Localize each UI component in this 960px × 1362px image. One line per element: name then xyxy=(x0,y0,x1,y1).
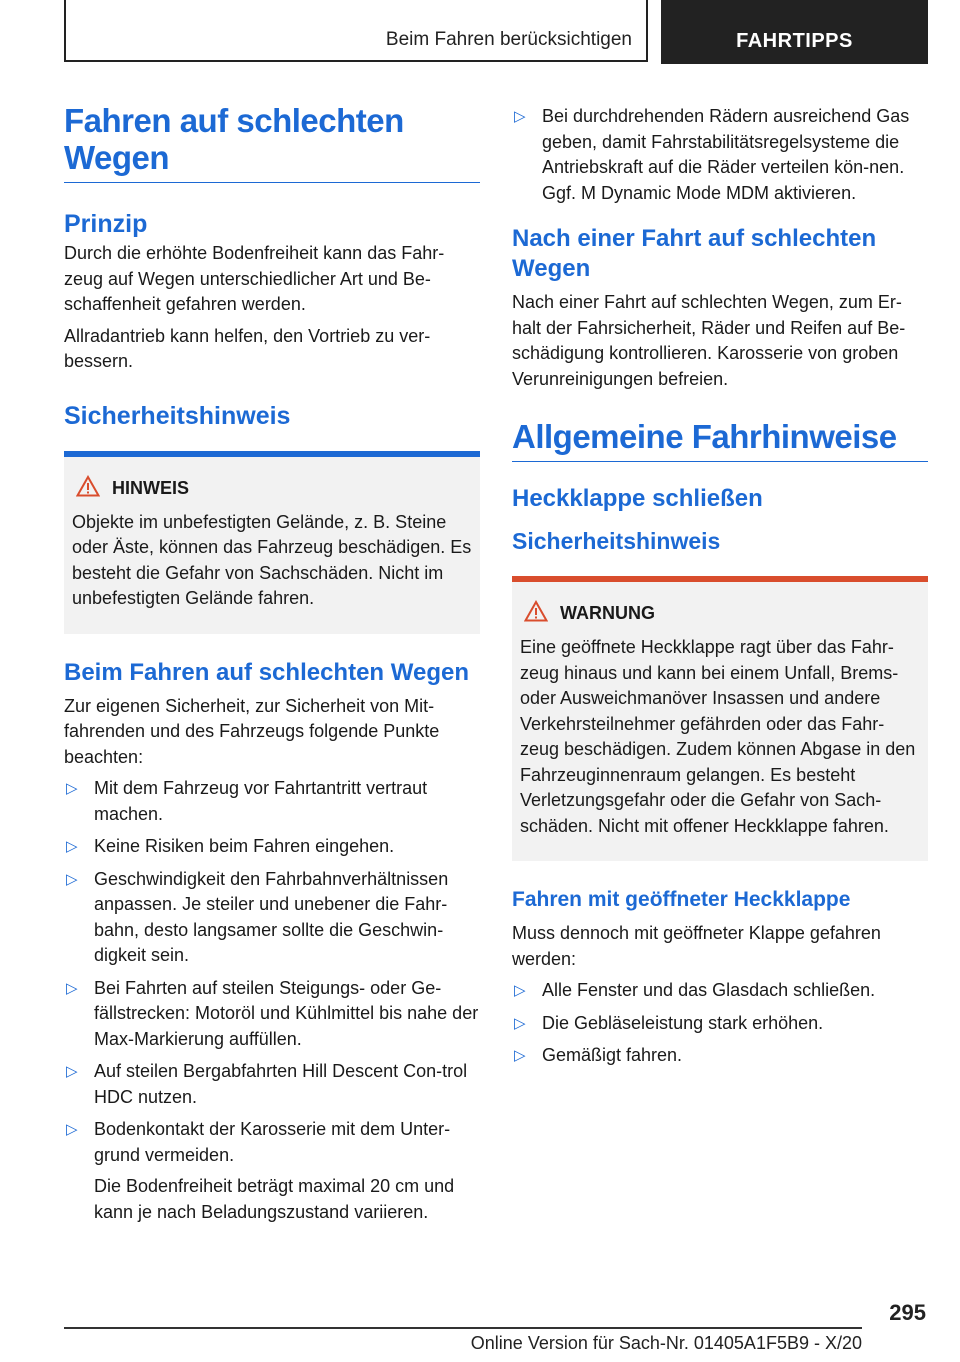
triangle-bullet-icon: ▷ xyxy=(66,979,78,997)
after-paragraph: Nach einer Fahrt auf schlechten Wegen, zum Er-halt der Fahrsicherheit, Räder und Reifen auf Be-schädigung kontrollieren. Karosserie von groben Verunreinigungen befreien. xyxy=(512,292,906,389)
list-item xyxy=(64,776,480,827)
warning-triangle-icon xyxy=(524,600,560,627)
footer-online-version: Online Version für Sach-Nr. 01405A1F5B9 - X/20 xyxy=(470,1333,862,1353)
warning-text: Eine geöffnete Heckklappe ragt über das Fahr-zeug hinaus und kann bei einem Unfall, Brems-oder Ausweichmanöver Insassen und andere Verkehrsteilnehmer gefährden oder das Fahr-zeug beschädigen. Zudem können Abgase in den Fahrzeuginnenraum gelangen. Es besteht Verletzungsgefahr oder die Gefahr von Sach-schäden. Nicht mit offener Heckklappe fahren. xyxy=(520,637,916,836)
list-item xyxy=(512,978,928,1004)
triangle-bullet-icon: ▷ xyxy=(66,1121,78,1138)
after-heading: Nach einer Fahrt auf schlechten Wegen xyxy=(512,225,877,282)
list-item-note: Die Bodenfreiheit beträgt maximal 20 cm und kann je nach Beladungszustand variieren. xyxy=(94,1176,455,1222)
warning-triangle-icon xyxy=(76,475,112,502)
list-item-text: Alle Fenster und das Glasdach schließen. xyxy=(542,980,876,1000)
principle-paragraph-2: Allradantrieb kann helfen, den Vortrieb zu ver-bessern. xyxy=(64,325,431,371)
list-item-text: Die Gebläseleistung stark erhöhen. xyxy=(542,1012,824,1033)
safety-heading-right: Sicherheitshinweis xyxy=(512,528,721,554)
list-item xyxy=(64,1059,480,1110)
top-list xyxy=(512,104,928,206)
list-item-text: Bei Fahrten auf steilen Steigungs- oder Ge-fällstrecken: Motoröl und Kühlmittel bis nahe der Max-Markierung auffüllen. xyxy=(94,977,479,1049)
chapter-tab: FAHRTIPPS xyxy=(661,0,928,64)
warning-box xyxy=(512,576,928,861)
list-item-text: Auf steilen Bergabfahrten Hill Descent Con-trol HDC nutzen. xyxy=(94,1061,468,1107)
section-heading: Allgemeine Fahrhinweise xyxy=(512,418,928,462)
page-number: 295 xyxy=(889,1300,926,1325)
list-item xyxy=(64,834,480,860)
principle-paragraph-1: Durch die erhöhte Bodenfreiheit kann das Fahr-zeug auf Wegen unterschiedlicher Art und Be-schaffenheit gefahren werden. xyxy=(64,243,445,314)
list-item xyxy=(512,1043,928,1069)
list-item-text: Bodenkontakt der Karosserie mit dem Unter-grund vermeiden. xyxy=(94,1119,451,1165)
triangle-bullet-icon: ▷ xyxy=(514,108,526,125)
triangle-bullet-icon: ▷ xyxy=(514,1014,526,1032)
list-item xyxy=(64,1117,480,1225)
triangle-bullet-icon: ▷ xyxy=(66,870,78,888)
notice-label: HINWEIS xyxy=(112,477,190,498)
list-item-text: Gemäßigt fahren. xyxy=(542,1045,683,1065)
list-item-text: Bei durchdrehenden Rädern ausreichend Gas geben, damit Fahrstabilitätsregelsysteme die Antriebskraft auf die Räder verteilen kön-nen. Ggf. M Dynamic Mode MDM aktivieren. xyxy=(542,106,910,203)
open-tailgate-list xyxy=(512,978,928,1069)
driving-list xyxy=(64,776,480,1225)
list-item-text: Keine Risiken beim Fahren eingehen. xyxy=(94,836,395,856)
list-item xyxy=(64,867,480,969)
footer-divider xyxy=(64,1327,862,1329)
warning-header xyxy=(520,600,920,627)
open-tailgate-heading: Fahren mit geöffneter Heckklappe xyxy=(512,888,851,911)
notice-box xyxy=(64,451,480,634)
list-item xyxy=(512,104,928,206)
principle-heading: Prinzip xyxy=(64,210,148,238)
list-item-text: Geschwindigkeit den Fahrbahnverhältnissen anpassen. Je steiler und unebener die Fahr-bahn, desto langsamer sollte die Geschwin-digkeit sein. xyxy=(94,868,449,965)
section-title: Beim Fahren berücksichtigen xyxy=(64,0,648,62)
warning-label: WARNUNG xyxy=(560,603,655,623)
safety-heading: Sicherheitshinweis xyxy=(64,401,291,430)
triangle-bullet-icon: ▷ xyxy=(514,1047,526,1064)
open-tailgate-intro: Muss dennoch mit geöffneter Klappe gefahren werden: xyxy=(512,923,881,969)
list-item-text: Mit dem Fahrzeug vor Fahrtantritt vertraut machen. xyxy=(94,778,428,824)
notice-text: Objekte im unbefestigten Gelände, z. B. Steine oder Äste, können das Fahrzeug beschädigen. Es besteht die Gefahr von Sachschäden. Nicht im unbefestigten Gelände fahren. xyxy=(72,511,472,608)
page-header xyxy=(64,0,928,64)
driving-heading: Beim Fahren auf schlechten Wegen xyxy=(64,658,469,686)
triangle-bullet-icon: ▷ xyxy=(514,982,526,999)
triangle-bullet-icon: ▷ xyxy=(66,780,78,797)
left-column xyxy=(64,96,480,1232)
triangle-bullet-icon: ▷ xyxy=(66,1063,78,1080)
driving-intro: Zur eigenen Sicherheit, zur Sicherheit von Mit-fahrenden und des Fahrzeugs folgende Punkte beachten: xyxy=(64,695,440,767)
triangle-bullet-icon: ▷ xyxy=(66,838,78,855)
tailgate-heading: Heckklappe schließen xyxy=(512,485,763,512)
list-item xyxy=(512,1011,928,1037)
notice-header xyxy=(72,475,472,502)
list-item xyxy=(64,976,480,1053)
right-column xyxy=(512,96,928,1076)
page-title: Fahren auf schlechten Wegen xyxy=(64,102,480,183)
